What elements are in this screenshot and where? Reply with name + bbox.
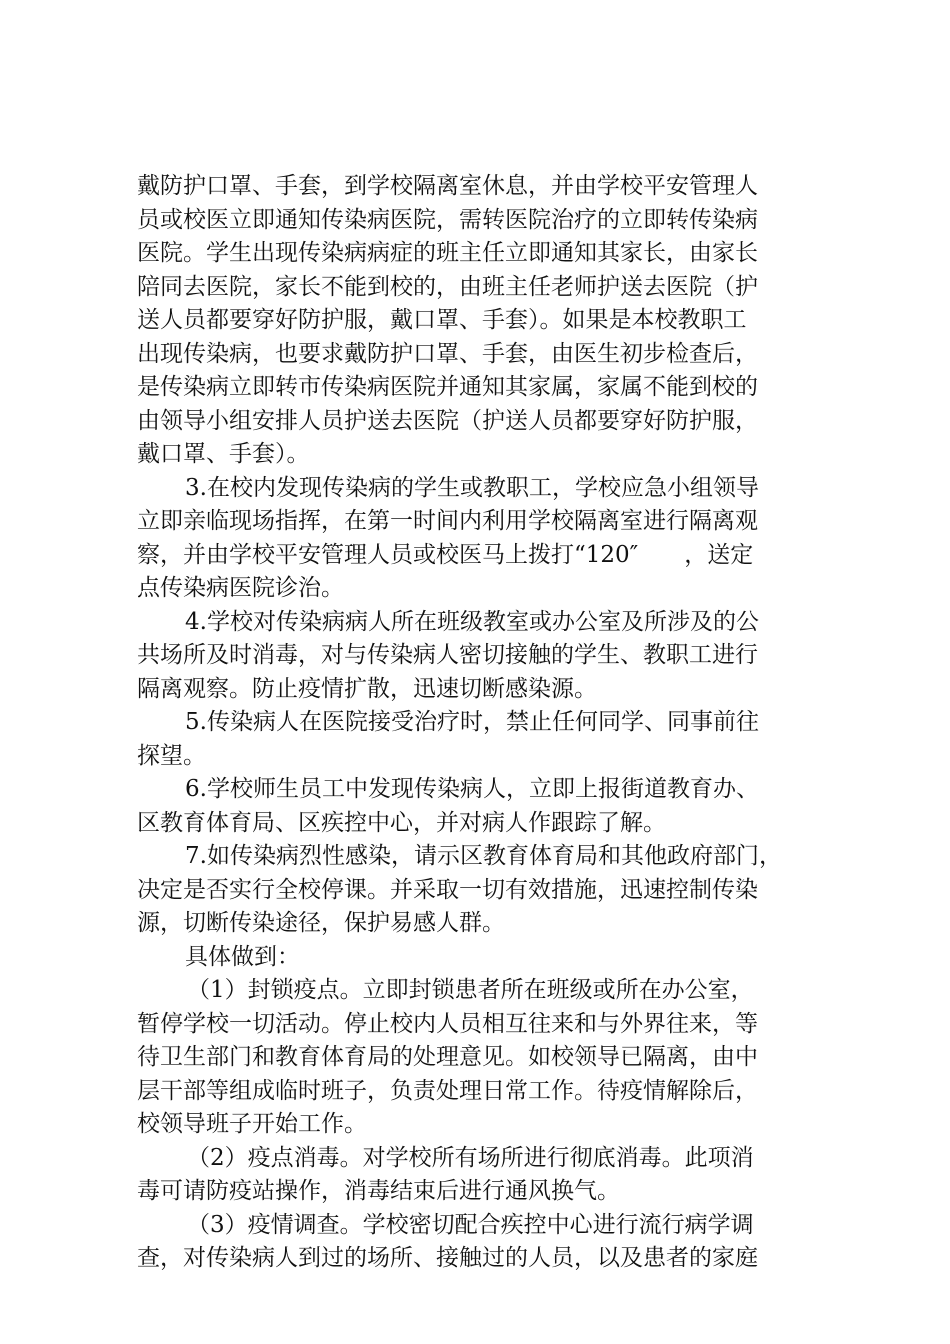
text-line: 区教育体育局、区疾控中心，并对病人作跟踪了解。 bbox=[137, 809, 666, 836]
text-line: 员或校医立即通知传染病医院，需转医院治疗的立即转传染病 bbox=[137, 206, 758, 233]
paragraph-sub-3 bbox=[137, 1209, 827, 1276]
text-line: 层干部等组成临时班子，负责处理日常工作。待疫情解除后， bbox=[137, 1077, 758, 1104]
text-line: 暂停学校一切活动。停止校内人员相互往来和与外界往来，等 bbox=[137, 1010, 758, 1037]
paragraph-heading-specifics bbox=[137, 941, 827, 975]
text-line: 陪同去医院，家长不能到校的，由班主任老师护送去医院（护 bbox=[137, 273, 758, 300]
text-line: （1）封锁疫点。立即封锁患者所在班级或所在办公室， bbox=[187, 977, 754, 1003]
text-line: 待卫生部门和教育体育局的处理意见。如校领导已隔离，由中 bbox=[137, 1044, 758, 1070]
text-line: 戴口罩、手套）。 bbox=[137, 441, 310, 467]
text-line: 4.学校对传染病病人所在班级教室或办公室及所涉及的公 bbox=[185, 608, 759, 635]
text-line: 5.传染病人在医院接受治疗时，禁止任何同学、同事前往 bbox=[185, 709, 759, 735]
paragraph bbox=[137, 170, 827, 472]
paragraph-item-6 bbox=[137, 773, 827, 840]
text-line: 戴防护口罩、手套，到学校隔离室休息，并由学校平安管理人 bbox=[137, 173, 758, 199]
text-line: 隔离观察。防止疫情扩散，迅速切断感染源。 bbox=[137, 675, 597, 702]
text-line: 校领导班子开始工作。 bbox=[137, 1111, 367, 1137]
text-line: 毒可请防疫站操作，消毒结束后进行通风换气。 bbox=[137, 1178, 620, 1204]
paragraph-item-4 bbox=[137, 606, 827, 707]
text-line: 具体做到： bbox=[185, 943, 300, 970]
text-line: 点传染病医院诊治。 bbox=[137, 575, 344, 601]
text-line: 3.在校内发现传染病的学生或教职工，学校应急小组领导 bbox=[185, 474, 759, 501]
text-line: 由领导小组安排人员护送去医院（护送人员都要穿好防护服， bbox=[137, 407, 758, 434]
text-line: 查，对传染病人到过的场所、接触过的人员，以及患者的家庭 bbox=[137, 1245, 758, 1271]
paragraph-sub-2 bbox=[137, 1142, 827, 1209]
text-line: 6.学校师生员工中发现传染病人，立即上报街道教育办、 bbox=[185, 776, 759, 802]
paragraph-sub-1 bbox=[137, 974, 827, 1142]
text-line: 共场所及时消毒，对与传染病人密切接触的学生、教职工进行 bbox=[137, 642, 758, 668]
text-line: （3）疫情调查。学校密切配合疾控中心进行流行病学调 bbox=[187, 1211, 754, 1238]
text-line: 探望。 bbox=[137, 742, 206, 769]
text-line: 察，并由学校平安管理人员或校医马上拨打“120″ ，送定 bbox=[137, 541, 754, 568]
text-line: 7.如传染病烈性感染，请示区教育体育局和其他政府部门， bbox=[185, 843, 782, 869]
text-line: 是传染病立即转市传染病医院并通知其家属，家属不能到校的 bbox=[137, 374, 758, 400]
paragraph-item-7 bbox=[137, 840, 827, 941]
paragraph-item-5 bbox=[137, 706, 827, 773]
text-line: 决定是否实行全校停课。并采取一切有效措施，迅速控制传染 bbox=[137, 876, 758, 903]
text-line: 送人员都要穿好防护服，戴口罩、手套）。如果是本校教职工 bbox=[137, 307, 747, 333]
text-line: 出现传染病，也要求戴防护口罩、手套，由医生初步检查后， bbox=[137, 340, 758, 367]
text-line: （2）疫点消毒。对学校所有场所进行彻底消毒。此项消 bbox=[187, 1144, 754, 1171]
text-line: 立即亲临现场指挥，在第一时间内利用学校隔离室进行隔离观 bbox=[137, 508, 758, 534]
paragraph-item-3 bbox=[137, 472, 827, 606]
document-body bbox=[137, 170, 827, 1276]
text-line: 源，切断传染途径，保护易感人群。 bbox=[137, 910, 505, 936]
text-line: 医院。学生出现传染病病症的班主任立即通知其家长，由家长 bbox=[137, 240, 758, 266]
